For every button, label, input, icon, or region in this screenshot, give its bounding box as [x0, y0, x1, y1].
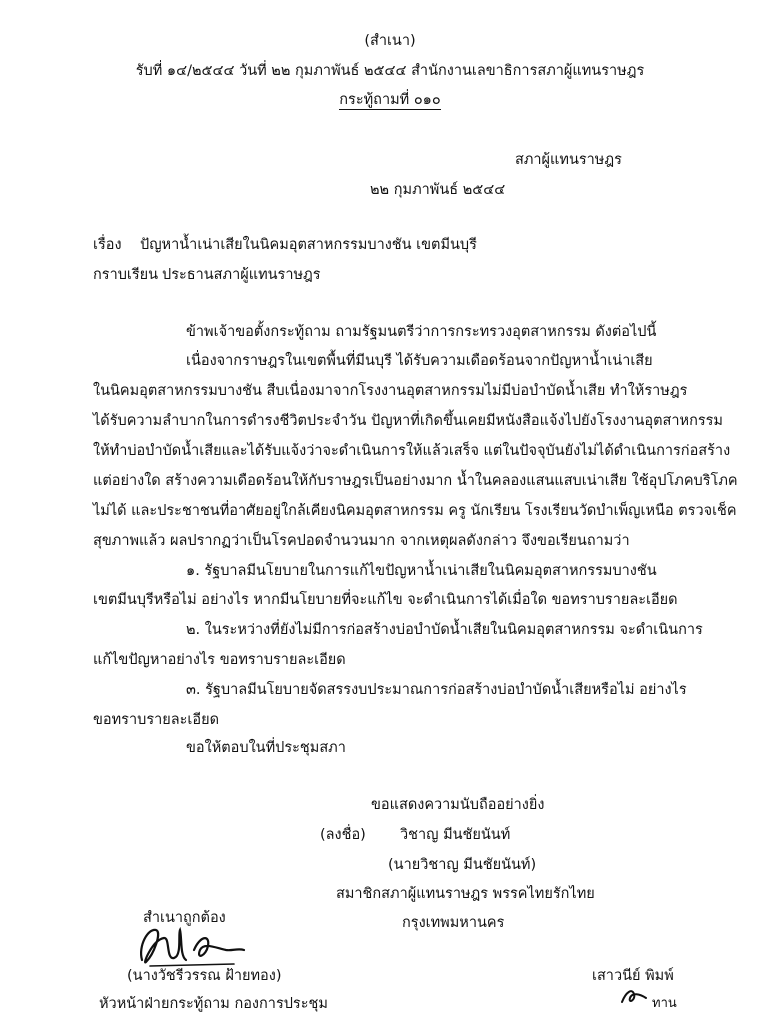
certified-copy: สำเนาถูกต้อง — [143, 910, 226, 926]
signer-province: กรุงเทพมหานคร — [402, 915, 505, 931]
body-line: ขอทราบรายละเอียด — [93, 712, 219, 728]
respect-phrase: ขอแสดงความนับถืออย่างยิ่ง — [371, 797, 545, 813]
certifier-title: หัวหน้าฝ่ายกระทู้ถาม กองการประชุม — [99, 996, 328, 1012]
question-number — [0, 90, 780, 110]
question-number-text: กระทู้ถามที่ ๐๑๐ — [339, 92, 441, 108]
body-line: เนื่องจากราษฎรในเขตพื้นที่มีนบุรี ได้รับความเดือดร้อนจากปัญหาน้ำเน่าเสีย — [186, 353, 653, 369]
handwritten-signature — [130, 920, 250, 972]
receipt-line: รับที่ ๑๔/๒๕๔๔ วันที่ ๒๒ กุมภาพันธ์ ๒๕๔๔ สำนักงานเลขาธิการสภาผู้แทนราษฎร — [135, 63, 645, 79]
body-line: ให้ทำบ่อบำบัดน้ำเสียและได้รับแจ้งว่าจะดำเนินการให้แล้วเสร็จ แต่ในปัจจุบันยังไม่ได้ดำเนินการก่อสร้าง — [93, 443, 731, 459]
typist-initial-mark — [616, 984, 652, 1008]
body-line: ไม่ได้ และประชาชนที่อาศัยอยู่ใกล้เคียงนิคมอุตสาหกรรม ครู นักเรียน โรงเรียนวัดบำเพ็ญเหนือ ตรวจเช็ค — [93, 503, 737, 519]
body-line: ในนิคมอุตสาหกรรมบางชัน สืบเนื่องมาจากโรงงานอุตสาหกรรมไม่มีบ่อบำบัดน้ำเสีย ทำให้ราษฎร — [93, 383, 688, 399]
signer-full-name: (นายวิชาญ มีนชัยนันท์) — [388, 857, 537, 873]
signed-label: (ลงชื่อ) — [320, 827, 366, 843]
typist-name: เสาวนีย์ พิมพ์ — [592, 968, 674, 984]
signer-position: สมาชิกสภาผู้แทนราษฎร พรรคไทยรักไทย — [336, 886, 595, 902]
office-name: สภาผู้แทนราษฎร — [515, 152, 622, 168]
copy-mark: (สำเนา) — [364, 33, 416, 49]
body-line: ได้รับความลำบากในการดำรงชีวิตประจำวัน ปัญหาที่เกิดขึ้นเคยมีหนังสือแจ้งไปยังโรงงานอุตสาหกรรม — [93, 413, 723, 429]
subject-label: เรื่อง — [93, 237, 122, 253]
body-line: สุขภาพแล้ว ผลปรากฏว่าเป็นโรคปอดจำนวนมาก จากเหตุผลดังกล่าว จึงขอเรียนถามว่า — [93, 533, 630, 549]
answer-request: ขอให้ตอบในที่ประชุมสภา — [186, 740, 346, 756]
question-item-2: ๒. ในระหว่างที่ยังไม่มีการก่อสร้างบ่อบำบัดน้ำเสียในนิคมอุตสาหกรรม จะดำเนินการ — [186, 622, 703, 638]
body-line: เขตมีนบุรีหรือไม่ อย่างไร หากมีนโยบายที่จะแก้ไข จะดำเนินการได้เมื่อใด ขอทราบรายละเอียด — [93, 592, 678, 608]
salutation-text: ประธานสภาผู้แทนราษฎร — [162, 267, 321, 283]
subject-text: ปัญหาน้ำเน่าเสียในนิคมอุตสาหกรรมบางชัน เขตมีนบุรี — [140, 237, 477, 253]
body-line: แต่อย่างใด สร้างความเดือดร้อนให้กับราษฎรเป็นอย่างมาก น้ำในคลองแสนแสบเน่าเสีย ใช้อุปโภคบริโภค — [93, 473, 738, 489]
certifier-name: (นางวัชรีวรรณ ฝ้ายทอง) — [127, 968, 282, 984]
signer-name: วิชาญ มีนชัยนันท์ — [400, 827, 511, 843]
letter-date: ๒๒ กุมภาพันธ์ ๒๕๔๔ — [370, 182, 506, 198]
body-line: ข้าพเจ้าขอตั้งกระทู้ถาม ถามรัฐมนตรีว่าการกระทรวงอุตสาหกรรม ดังต่อไปนี้ — [186, 324, 657, 340]
body-line: แก้ไขปัญหาอย่างไร ขอทราบรายละเอียด — [93, 652, 346, 668]
proofread-label: ทาน — [652, 996, 677, 1011]
salutation-label: กราบเรียน — [93, 267, 159, 283]
question-item-3: ๓. รัฐบาลมีนโยบายจัดสรรงบประมาณการก่อสร้างบ่อบำบัดน้ำเสียหรือไม่ อย่างไร — [186, 682, 687, 698]
question-item-1: ๑. รัฐบาลมีนโยบายในการแก้ไขปัญหาน้ำเน่าเสียในนิคมอุตสาหกรรมบางชัน — [186, 563, 657, 579]
